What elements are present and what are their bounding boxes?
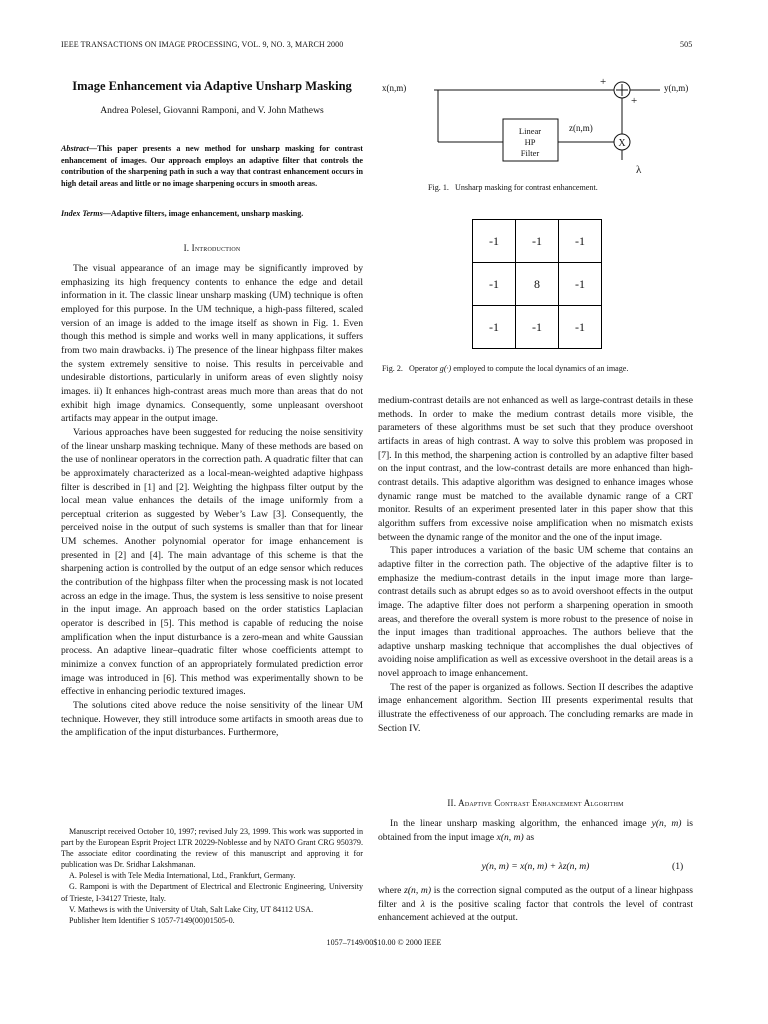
fig1-plus-right: + xyxy=(631,95,638,107)
s2-text-e: is the positive scaling factor that controls the level of contrast enhancement achieved at the output. xyxy=(378,898,693,924)
fig1-caption-text: Unsharp masking for contrast enhancement. xyxy=(455,183,598,192)
s2-text-a: In the linear unsharp masking algorithm, the enhanced image xyxy=(390,818,652,829)
fig1-block-line2: HP xyxy=(524,137,536,147)
abstract xyxy=(61,143,363,189)
footnote-publisher-id: Publisher Item Identifier S 1057-7149(00)01505-0. xyxy=(69,915,235,925)
copyright-footer: 1057–7149/00$10.00 © 2000 IEEE xyxy=(326,938,442,947)
s2-text-c: as xyxy=(523,831,535,843)
fig1-plus-top: + xyxy=(600,76,607,88)
s2-var-y: y(n, m) xyxy=(651,818,682,829)
s2-text-b: is obtained from the input image xyxy=(378,818,693,843)
section-2-heading: II. Adaptive Contrast Enhancement Algorithm xyxy=(447,798,624,808)
fig1-z-label: z(n,m) xyxy=(569,123,593,133)
footnote xyxy=(61,826,363,926)
paper-title: Image Enhancement via Adaptive Unsharp Masking xyxy=(72,79,352,93)
fig1-block-line1: Linear xyxy=(518,126,542,136)
index-terms xyxy=(61,208,363,220)
grid-cell: 8 xyxy=(516,263,559,306)
s2-text-d: is the correction signal computed as the output of a linear highpass filter and xyxy=(378,885,693,910)
s2-var-lambda: λ xyxy=(420,898,425,910)
intro-paragraph-1: The visual appearance of an image may be significantly improved by emphasizing its high frequency contents to enhance the edge and detail information in it. The classic linear unsharp masking (UM) technique is often employed for this purpose. In the UM technique, a high-pass filtered, scaled version of an image is added to the image itself as shown in Fig. 1. Even though this method is simple and works well in many applications, it suffers from two main drawbacks. i) The presence of the linear highpass filter makes the system extremely sensitive to noise. This results in perceivable and undesirable distortions, particularly in uniform areas of even slightly noisy images. ii) It enhances high-contrast areas much more than areas that do not exhibit high image dynamics. Consequently, some unpleasant overshoot artifacts may appear in the output image. xyxy=(61,263,363,425)
equation-1: y(n, m) = x(n, m) + λz(n, m) xyxy=(481,861,590,872)
intro-paragraph-3: The solutions cited above reduce the noise sensitivity of the linear UM technique. However, they still introduce some artifacts in smooth areas due to the amplification of the input disturbances. Furthermore, xyxy=(61,700,363,739)
grid-cell: -1 xyxy=(559,306,602,349)
section-2-paragraph-2 xyxy=(378,884,693,925)
left-column xyxy=(61,262,363,740)
section-2-continued xyxy=(378,884,693,925)
intro-paragraph-2: Various approaches have been suggested for reducing the noise sensitivity of the linear unsharp masking technique. Many of these methods are based on the use of nonlinear operators in the correction path. A quadratic filter that can be approximately characterized as a local-mean-weighted adaptive highpass filter is described in [1] and [2]. Weighting the highpass filter output by the local mean value enhances the details of the image uniformly from a perceptual criterion as suggested by Weber’s Law [3]. Consequently, the perceived noise in the output of such systems is smaller than that for linear UM schemes. Another polynomial operator for image enhancement is presented in [2] and [4]. The main advantage of this scheme is that the sharpening action is controlled by the output of an edge sensor which reduces the contribution of the highpass filter when the processing mask is not located across an edge in the image. Thus, the system is less sensitive to noise present in the input image. An approach based on the order statistics Laplacian operator is described in [5]. This method is capable of reducing the noise amplification when the input disturbance is a zero-mean and white Gaussian process. An adaptive linear–quadratic filter whose coefficients attempt to minimize a convex function of an appropriately formulated prediction error image was introduced in [6]. This method was experimentally shown to be effective in enhancing periodic textured images. xyxy=(61,426,363,698)
section-1-heading: I. Introduction xyxy=(183,243,241,253)
fig1-lambda-label: λ xyxy=(636,164,642,176)
grid-cell: -1 xyxy=(516,306,559,349)
fig1-caption xyxy=(428,183,598,192)
equation-number: (1) xyxy=(672,861,684,872)
section-2-paragraph-1 xyxy=(378,817,693,844)
journal-header: IEEE TRANSACTIONS ON IMAGE PROCESSING, VOL. 9, NO. 3, MARCH 2000 xyxy=(61,40,344,49)
fig2-caption-pre: Operator xyxy=(409,364,440,373)
page-number: 505 xyxy=(680,40,693,49)
grid-cell: -1 xyxy=(473,306,516,349)
fig2-caption-operator: g(·) xyxy=(439,364,452,373)
fig1-block-line3: Filter xyxy=(520,148,540,158)
fig1-caption-label: Fig. 1. xyxy=(428,183,449,192)
index-terms-text: Adaptive filters, image enhancement, unsharp masking. xyxy=(110,209,304,218)
right-column xyxy=(378,394,693,735)
grid-cell: -1 xyxy=(559,220,602,263)
footnote-manuscript: Manuscript received October 10, 1997; revised July 23, 1999. This work was supported in part by the European Esprit Project LTR 20229-Noblesse and by NATO Grant CRG 950379. The associate editor coordinating the review of this manuscript and approving it for publication was Dr. Sridhar Lakshmanan. xyxy=(61,827,363,870)
grid-cell: -1 xyxy=(516,220,559,263)
s2-var-x: x(n, m) xyxy=(496,831,524,843)
grid-cell: -1 xyxy=(473,263,516,306)
grid-cell: -1 xyxy=(559,263,602,306)
abstract-text: This paper presents a new method for unsharp masking for contrast enhancement of images. Our approach employs an adaptive filter that controls the contribution of the sharpening path in such a way that contrast enhancement occurs in high detail areas and little or no image sharpening occurs in smooth areas. xyxy=(61,144,363,188)
author-list: Andrea Polesel, Giovanni Ramponi, and V. John Mathews xyxy=(100,105,324,116)
footnote-mathews: V. Mathews is with the University of Utah, Salt Lake City, UT 84112 USA. xyxy=(69,904,314,914)
fig1-output-label: y(n,m) xyxy=(664,83,689,93)
fig1-diagram xyxy=(378,74,708,178)
footnote-ramponi: G. Ramponi is with the Department of Electrical and Electronic Engineering, University of Trieste, I-34127 Trieste, Italy. xyxy=(61,882,363,903)
index-terms-label: Index Terms— xyxy=(61,209,111,218)
fig2-caption-label: Fig. 2. xyxy=(382,364,403,373)
abstract-label: Abstract— xyxy=(61,144,97,153)
footnote-polesel: A. Polesel is with Tele Media International, Ltd., Frankfurt, Germany. xyxy=(69,871,296,881)
right-paragraph-3: The rest of the paper is organized as follows. Section II describes the adaptive image enhancement algorithm. Section III presents experimental results that illustrate the effectiveness of our approach. The concluding remarks are made in Section IV. xyxy=(378,681,693,734)
s2-where: where xyxy=(378,885,405,896)
fig2-caption xyxy=(382,364,628,373)
fig1-input-label: x(n,m) xyxy=(382,83,407,93)
section-2-intro xyxy=(378,817,693,844)
fig2-operator-grid xyxy=(472,219,602,349)
right-paragraph-2: This paper introduces a variation of the basic UM scheme that contains an adaptive filter in the correction path. The objective of the adaptive filter is to emphasize the medium-contrast details in the input image more than large-contrast details such as abrupt edges so as to avoid overshoot effects in the output image. The adaptive filter does not perform a sharpening operation in smooth areas, and therefore the overall system is more robust to the presence of noise in the input images than traditional approaches. The authors believe that the adaptive unsharp masking technique that accomplishes the dual objectives of avoiding noise amplification as well as excessive overshoot in the detail areas is a novel approach to image enhancement. xyxy=(378,545,693,680)
fig1-multiply-symbol: X xyxy=(618,138,626,149)
right-paragraph-1: medium-contrast details are not enhanced as well as large-contrast details in these methods. In order to make the medium contrast details more visible, the parameters of these algorithms must be set such that they produce overshoot artifacts in areas of high contrast. A way to solve this problem was proposed in [7]. In this method, the sharpening action is controlled by an adaptive filter based on the input contrast, and the low-contrast details are more enhanced than high-contrast details. This adaptive algorithm was designed to enhance images whose dynamic range must be matched to the available dynamic range of a CRT monitor. Results of an experiment presented later in this paper show that this algorithm suffers from excessive noise amplification when no mismatch exists between the dynamic range of the monitor and the one of the input image. xyxy=(378,395,693,543)
fig2-caption-post: employed to compute the local dynamics of an image. xyxy=(451,364,629,373)
s2-var-z: z(n, m) xyxy=(404,885,432,896)
grid-cell: -1 xyxy=(473,220,516,263)
